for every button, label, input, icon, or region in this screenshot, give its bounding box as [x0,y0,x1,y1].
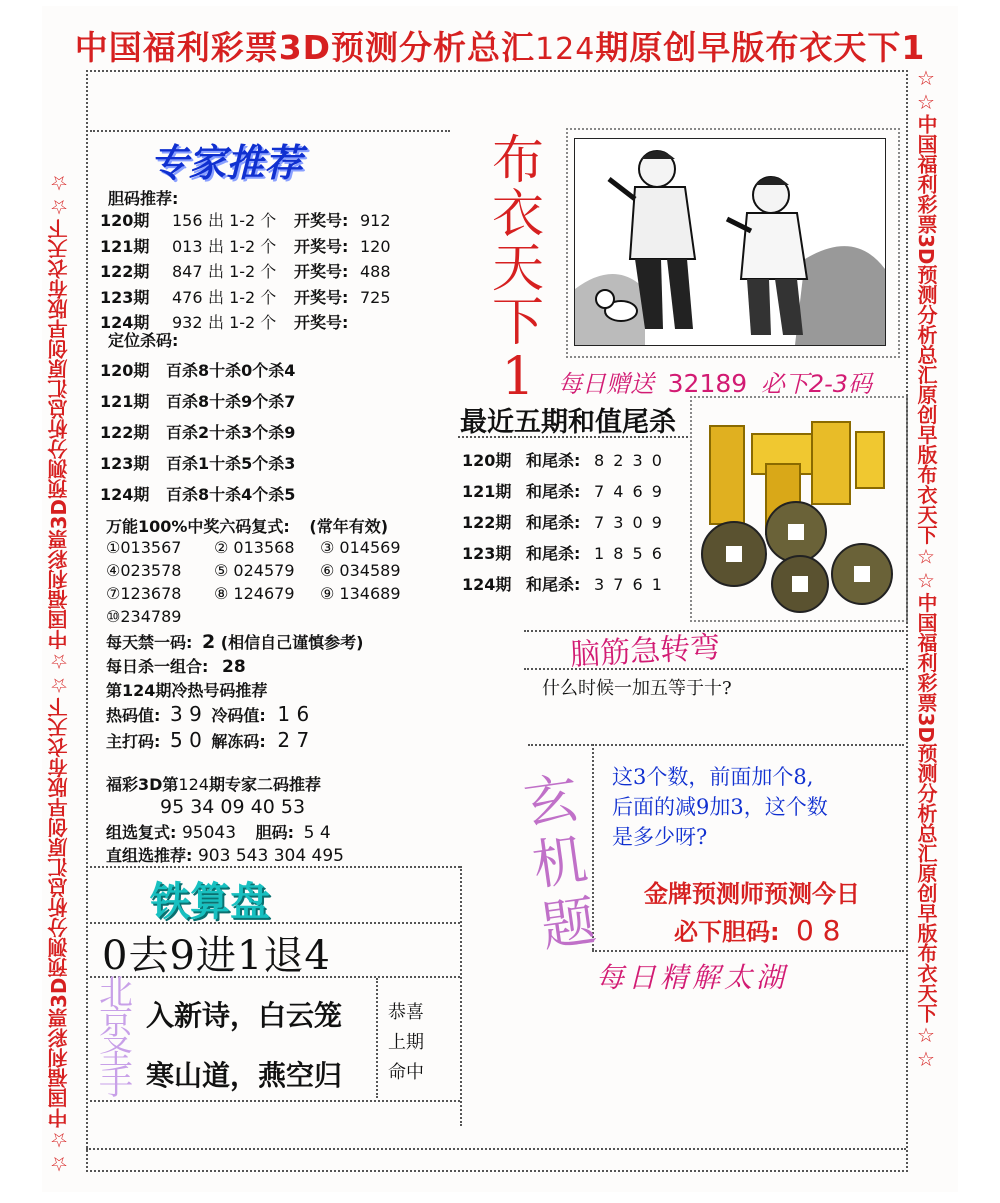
dan-nums: 847 [172,262,203,281]
congrats-1: 恭喜 [388,1002,424,1023]
beijing-line1: 入新诗，白云笼 [146,999,343,1032]
pos-period: 123期 [100,454,150,473]
main-label: 主打码: [106,732,161,751]
pos-text: 百杀8十杀9个杀7 [166,392,296,411]
main-value: 5 0 [169,728,202,752]
kill-row [106,654,246,677]
gold-bars-icon [696,404,896,614]
dan-period: 120期 [100,211,150,230]
pos-text: 百杀2十杀3个杀9 [166,423,296,442]
dan-draw: 725 [360,287,391,307]
abacus-top-line [90,866,460,868]
daily-gift [558,364,872,399]
pos-row [100,358,295,381]
six-code-item: ③ 014569 [320,538,401,557]
taihu-text: 每日精解太湖 [596,961,789,994]
abacus-text: 0去9进1退4 [102,933,331,979]
daily-gift-label: 每日赠送 [558,370,654,398]
daily-gift-suffix: 必下2-3码 [760,370,873,398]
main-thaw-row [106,728,309,752]
left-side-text: ☆☆中国福利彩票3D预测分析总汇原创早版布衣天下☆☆中国福利彩票3D预测分析总汇原创早版布衣天下☆☆ [47,170,71,1176]
buyi-vertical: 布衣天下1 [491,131,544,407]
sum-label: 和尾杀: [526,482,581,501]
dan-period: 122期 [100,262,150,281]
ban-value: 2 [201,631,216,653]
pos-text: 百杀8十杀0个杀4 [166,361,296,380]
daily-gift-value: 32189 [667,369,748,398]
dan-row [100,259,391,282]
sum-value: 7 3 0 9 [594,513,664,532]
hot-label: 热码值: [106,706,161,725]
sum-value: 8 2 3 0 [594,451,664,470]
six-code-item: ⑦123678 [106,584,182,603]
direct-value: 903 543 304 495 [197,846,344,866]
six-code-note: (常年有效) [309,517,389,536]
riddle-line-1: 这3个数，前面加个8, [612,765,814,789]
sum-period: 123期 [462,544,512,563]
sum-period: 122期 [462,513,512,532]
sum-period: 120期 [462,451,512,470]
pos-text: 百杀8十杀4个杀5 [166,485,296,504]
pos-row [100,389,295,412]
congrats-box [388,998,424,1088]
two-code-title [106,772,321,795]
two-code-title-a: 福彩3D第 [106,775,179,794]
dan-note: 出 1-2 个 [208,313,277,332]
brain-title: 脑筋急转弯 [569,630,721,673]
pos-row [100,451,295,474]
pos-period: 122期 [100,423,150,442]
banner-issue: 124 [535,32,596,67]
sum-tail-row [462,448,664,471]
dan-nums: 476 [172,287,203,307]
pos-row [100,420,295,443]
right-side-text: ☆☆中国福利彩票3D预测分析总汇原创早版布衣天下☆☆中国福利彩票3D预测分析总汇原创早版布衣天下☆☆ [914,66,938,1072]
ban-label: 每天禁一码: [106,633,193,652]
dan-nums: 013 [172,236,203,256]
two-code-title-c: 期专家二码推荐 [208,775,321,794]
page-banner [0,22,1000,69]
sum-tail-row [462,479,664,502]
gold-bottom-line [592,950,904,952]
riddle-text [612,762,828,852]
pos-text: 百杀1十杀5个杀3 [166,454,296,473]
sum-tail-title: 最近五期和值尾杀 [460,407,676,438]
dan-note: 出 1-2 个 [208,236,277,256]
abacus-right-line [460,866,462,1126]
riddle-side-title: 玄机题 [520,766,600,959]
dan-period: 123期 [100,287,150,307]
six-code-item: ⑤ 024579 [214,561,295,580]
beijing-bottom-line [90,1100,460,1102]
six-code-title: 万能100%中奖六码复式: [106,517,290,536]
sum-label: 和尾杀: [526,451,581,470]
congrats-2: 上期 [388,1032,424,1053]
sum-value: 1 8 5 6 [594,544,664,563]
thaw-label: 解冻码: [211,732,266,751]
dan-draw: 488 [360,262,391,281]
direct-label: 直组选推荐: [106,846,193,865]
ban-row [106,630,363,653]
sum-period: 121期 [462,482,512,501]
brain-question: 什么时候一加五等于十? [542,678,732,699]
six-code-item: ⑧ 124679 [214,584,295,603]
sum-value: 3 7 6 1 [594,575,664,594]
banner-suffix: 期原创早版布衣天下1 [595,28,926,67]
dan-draw: 120 [360,236,391,256]
riddle-line-3: 是多少呀? [612,825,708,849]
dan-nums: 932 [172,313,203,332]
gold-coins-svg [696,404,896,614]
pos-label: 定位杀码: [108,331,179,350]
gold-value: 0 8 [795,914,841,947]
dan-period: 124期 [100,313,150,332]
dan-draw-label: 开奖号: [294,262,349,281]
thaw-value: 2 7 [277,728,310,752]
dan-row [100,234,391,257]
gold-label: 必下胆码: [674,918,780,946]
group-label: 组选复式: [106,823,177,842]
sum-tail-row [462,541,664,564]
gold-title: 金牌预测师预测今日 [644,880,860,908]
sum-tail-row [462,572,664,595]
sum-label: 和尾杀: [526,544,581,563]
dan-period: 121期 [100,236,150,256]
dan-draw-label: 开奖号: [294,287,349,307]
direct-row [106,843,344,866]
pos-period: 124期 [100,485,150,504]
banner-title: 中国福利彩票3D预测分析总汇 [74,28,536,67]
sum-tail-line [458,436,688,438]
six-code-item: ⑩234789 [106,607,182,626]
hot-value: 3 9 [169,702,202,726]
six-code-heading [106,514,388,537]
dan-note: 出 1-2 个 [208,211,277,230]
riddle-line-2: 后面的减9加3，这个数 [612,795,828,819]
sum-value: 7 4 6 9 [594,482,664,501]
dan-row [100,285,391,308]
six-code-item: ⑨ 134689 [320,584,401,603]
cold-value: 1 6 [277,702,310,726]
two-dan-label: 胆码: [255,823,295,842]
beijing-top-line [90,976,460,978]
two-code-codes: 95 34 09 40 53 [160,796,306,818]
dan-label: 胆码推荐: [108,189,179,208]
brain-mid-line [524,668,904,670]
congrats-3: 命中 [388,1062,424,1083]
pos-period: 120期 [100,361,150,380]
two-code-title-b: 124 [178,775,209,794]
beijing-label: 北京圣手 [99,973,133,1103]
group-row [106,820,331,843]
pos-period: 121期 [100,392,150,411]
bottom-dotted-line [86,1148,906,1150]
sum-label: 和尾杀: [526,575,581,594]
two-men-cartoon [574,138,886,346]
two-dan-value: 5 4 [303,823,331,843]
cold-label: 冷码值: [211,706,266,725]
congrats-left-line [376,978,378,1098]
dan-note: 出 1-2 个 [208,262,277,281]
hot-cold-row [106,702,309,726]
abacus-title: 铁算盘 [150,879,270,925]
ban-note: (相信自己谨慎参考) [220,633,364,652]
dan-draw: 912 [360,211,391,230]
sum-tail-row [462,510,664,533]
dan-nums: 156 [172,211,203,230]
gold-row [674,912,841,947]
group-value: 95043 [181,823,237,843]
pos-row [100,482,295,505]
dan-draw-label: 开奖号: [294,313,349,332]
riddle-top-line [528,744,904,746]
sum-label: 和尾杀: [526,513,581,532]
six-code-item: ② 013568 [214,538,295,557]
six-code-item: ①013567 [106,538,182,557]
expert-title: 专家推荐 [150,141,303,185]
dan-note: 出 1-2 个 [208,287,277,307]
cartoon-svg [575,139,885,345]
kill-value: 28 [221,657,246,677]
six-code-item: ⑥ 034589 [320,561,401,580]
six-code-item: ④023578 [106,561,182,580]
hotcold-title: 第124期冷热号码推荐 [106,681,268,700]
dan-draw-label: 开奖号: [294,211,349,230]
beijing-line2: 寒山道，燕空归 [146,1059,343,1092]
sum-period: 124期 [462,575,512,594]
kill-label: 每日杀一组合: [106,657,209,676]
dan-draw-label: 开奖号: [294,236,349,256]
dan-row [100,208,391,231]
